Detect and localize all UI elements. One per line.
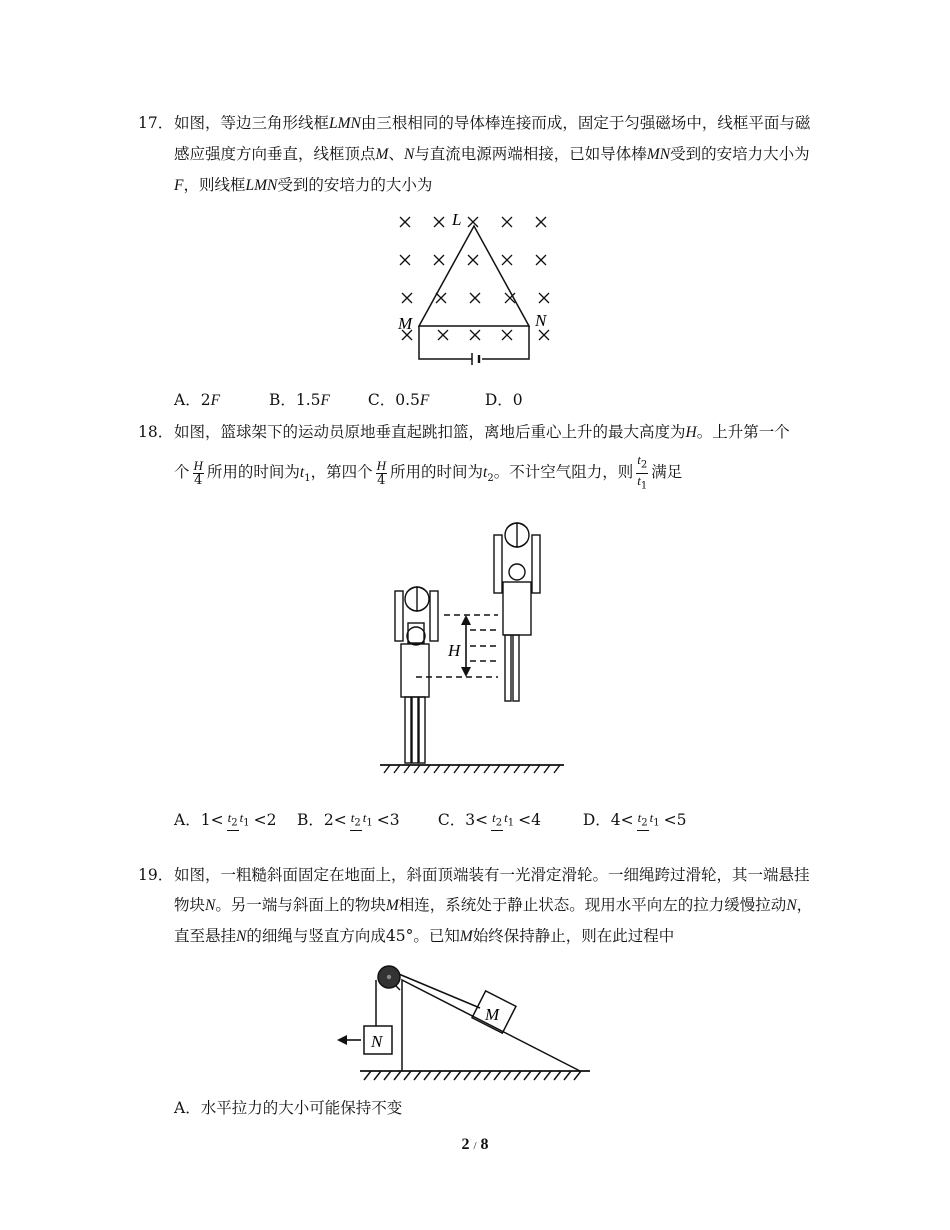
option-b[interactable]: B．1.5F — [268, 391, 330, 409]
question-number: 18． — [138, 423, 174, 441]
triangle-frame — [419, 226, 529, 326]
q19-option-a[interactable]: A．水平拉力的大小可能保持不变 — [174, 1099, 403, 1117]
question-text: 如图，等边三角形线框LMN由三根相同的导体棒连接而成，固定于匀强磁场中，线框平面与磁感应强度方向垂直，线框顶点M、N与直流电源两端相接，已如导体棒MN受到的安培力大小为F，则线框LMN受到的安培力的大小为 — [174, 114, 811, 194]
pull-arrow-icon — [337, 1035, 361, 1045]
question-18 — [138, 418, 818, 497]
fraction-h-over-4: $\frac{H}{4}$ — [193, 457, 203, 488]
question-text: 如图，篮球架下的运动员原地垂直起跳扣篮，离地后重心上升的最大高度为H。上升第一个 个 $\frac{H}{4}$ 所用的时间为$t_1$，第四个 $\frac{H}{4}$ 所用的时间为$t_2$。不计空气阻力，则 $\frac{t_2}{t_1}$ 满足 — [174, 423, 790, 492]
fraction-h-over-4: $\frac{H}{4}$ — [376, 457, 387, 488]
label-m: M — [398, 314, 413, 333]
figure-incline-pulley — [334, 960, 594, 1085]
option-c[interactable]: C．$3< t_2$ $t_1 <4$ — [438, 808, 578, 831]
question-text: 如图，一粗糙斜面固定在地面上，斜面顶端装有一光滑定滑轮。一细绳跨过滑轮，其一端悬挂物块N。另一端与斜面上的物块M相连，系统处于静止状态。现用水平向左的拉力缓慢拉动N，直至悬挂N的细绳与竖直方向成45°。已知M始终保持静止，则在此过程中 — [174, 866, 813, 945]
label-n: N — [371, 1032, 383, 1051]
question-number: 17． — [138, 114, 174, 132]
option-a[interactable]: A．2F — [174, 391, 221, 409]
question-number: 19． — [138, 866, 174, 884]
label-n: N — [535, 311, 547, 330]
figure-magnetic-field-frame — [390, 205, 560, 375]
player-jumping — [494, 523, 540, 701]
label-h: H — [448, 641, 461, 660]
q18-options — [174, 808, 687, 831]
label-l: L — [452, 210, 462, 229]
label-m: M — [485, 1005, 500, 1024]
power-circuit — [419, 326, 529, 365]
page-number: 2 / 8 — [461, 1136, 489, 1153]
option-b[interactable]: B．$2< t_2$ $t_1 <3$ — [297, 808, 433, 831]
question-19 — [138, 860, 818, 952]
ground — [360, 1071, 590, 1080]
figure-basketball-jump — [378, 515, 568, 777]
question-17 — [138, 108, 818, 201]
option-a[interactable]: A．$1< t_2$ $t_1 <2$ — [174, 808, 292, 831]
ground — [380, 765, 564, 773]
option-d[interactable]: D．$4< t_2$ $t_1 <5$ — [583, 808, 687, 831]
option-d[interactable]: D．0 — [484, 391, 523, 409]
option-c[interactable]: C．0.5F — [367, 391, 430, 409]
fraction-t2-over-t1: $\frac{t_2}{t_1}$ — [637, 452, 648, 492]
q17-options — [174, 388, 523, 410]
player-standing — [395, 587, 438, 763]
